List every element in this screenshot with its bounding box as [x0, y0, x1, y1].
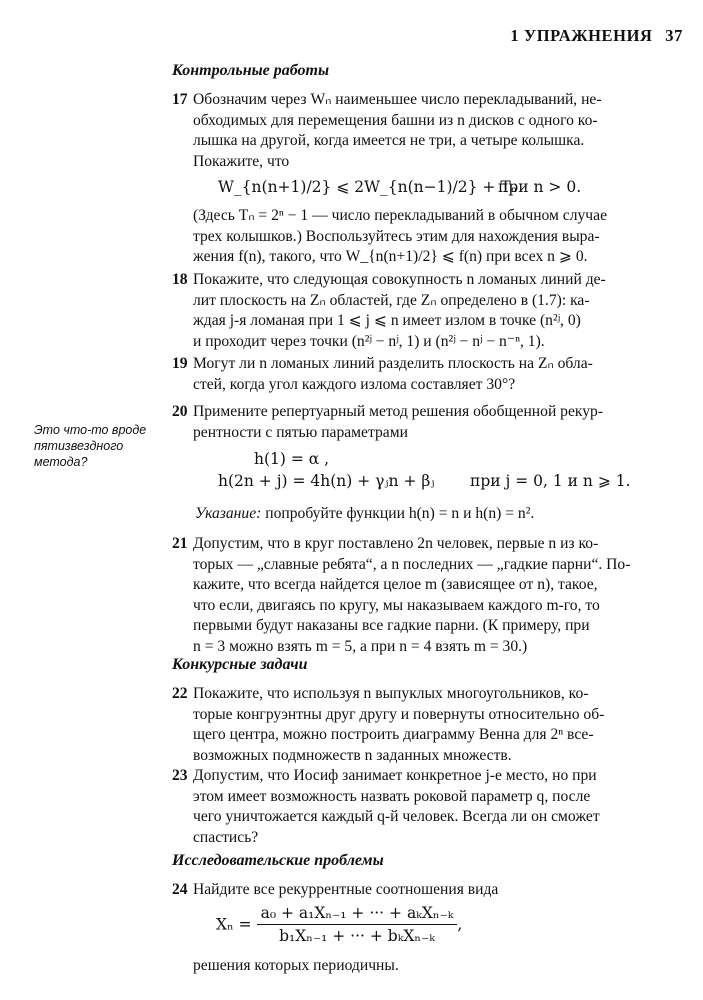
- problem-line: обходимых для перемещения башни из n дисков с одного ко-: [193, 111, 598, 129]
- problem-line: чего уничтожается каждый q-й человек. Всегда ли он сможет: [193, 808, 600, 826]
- problem-17: [172, 90, 678, 172]
- problem-line: и проходит через точки (n²ʲ − nʲ, 1) и (n²ʲ − nʲ − n⁻ⁿ, 1).: [193, 332, 545, 350]
- formula-24: [216, 904, 462, 945]
- problem-number: 17: [172, 91, 188, 108]
- running-header: [200, 26, 683, 46]
- formula-20-initial: h(1) = α ,: [254, 450, 330, 468]
- problem-line: ждая j-я ломаная при 1 ⩽ j ⩽ n имеет излом в точке (n²ʲ, 0): [193, 312, 581, 330]
- margin-note-line: метода?: [34, 455, 88, 469]
- problem-number: 20: [172, 403, 188, 420]
- problem-line: щего центра, можно построить диаграмму Венна для 2ⁿ все-: [193, 726, 594, 744]
- problem-24-continued: [193, 956, 673, 977]
- problem-20: [172, 402, 678, 443]
- problem-line: Покажите, что используя n выпуклых многоугольников, ко-: [193, 685, 589, 702]
- margin-note-line: пятизвездного: [34, 439, 124, 453]
- problem-line: жения f(n), такого, что W_{n(n+1)/2} ⩽ f(n) при всех n ⩾ 0.: [193, 248, 588, 266]
- formula-24-denominator: b₁Xₙ₋₁ + ··· + bₖXₙ₋ₖ: [279, 927, 435, 945]
- problem-line: кажите, что всегда найдется целое m (зависящее от n), такое,: [193, 576, 598, 594]
- problem-21: [172, 534, 678, 658]
- formula-24-numerator: a₀ + a₁Xₙ₋₁ + ··· + aₖXₙ₋ₖ: [257, 904, 458, 925]
- chapter-title: УПРАЖНЕНИЯ: [523, 26, 653, 45]
- problem-line: что если, двигаясь по кругу, мы наказываем каждого m-го, то: [193, 596, 600, 614]
- problem-18: [172, 270, 678, 352]
- formula-20-recurrence: h(2n + j) = 4h(n) + γⱼn + βⱼ: [218, 472, 435, 490]
- chapter-number: 1: [510, 26, 520, 45]
- problem-line: рентности с пятью параметрами: [193, 423, 408, 441]
- problem-number: 23: [172, 767, 188, 784]
- margin-note-line: Это что-то вроде: [34, 423, 147, 437]
- problem-20-hint: [195, 504, 675, 525]
- problem-number: 18: [172, 271, 188, 288]
- problem-22: [172, 684, 678, 766]
- problem-number: 24: [172, 881, 188, 898]
- problem-line: n = 3 можно взять m = 5, а при n = 4 взять m = 30.): [193, 637, 528, 655]
- problem-line: Найдите все рекуррентные соотношения вида: [193, 881, 499, 898]
- problem-number: 22: [172, 685, 188, 702]
- problem-line: стей, когда угол каждого излома составляет 30°?: [193, 375, 516, 393]
- problem-line: Могут ли n ломаных линий разделить плоскость на Zₙ обла-: [193, 355, 593, 372]
- problem-line: Допустим, что в круг поставлено 2n человек, первые n из ко-: [193, 535, 599, 552]
- problem-line: торые конгруэнтны друг другу и повернуты относительно об-: [193, 705, 605, 723]
- problem-line: возможных подмножеств n заданных множеств.: [193, 746, 512, 764]
- problem-line: спастись?: [193, 828, 259, 846]
- formula-20-condition: при j = 0, 1 и n ⩾ 1.: [470, 472, 631, 490]
- problem-line: лышка на другой, когда имеется не три, а четыре колышка.: [193, 132, 585, 150]
- formula-17-condition: при n > 0.: [498, 178, 582, 196]
- problem-24: [172, 880, 678, 901]
- problem-19: [172, 354, 678, 395]
- problem-line: решения которых периодичны.: [193, 957, 399, 974]
- section-heading-contest: Конкурсные задачи: [172, 656, 308, 673]
- hint-label: Указание:: [195, 505, 262, 522]
- hint-text: попробуйте функции h(n) = n и h(n) = n².: [265, 505, 535, 522]
- problem-line: Примените репертуарный метод решения обобщенной рекур-: [193, 403, 604, 420]
- problem-line: лит плоскость на Zₙ областей, где Zₙ определено в (1.7): ка-: [193, 291, 590, 309]
- problem-line: трех колышков.) Воспользуйтесь этим для нахождения выра-: [193, 227, 600, 245]
- problem-line: Покажите, что следующая совокупность n ломаных линий де-: [193, 271, 606, 288]
- problem-line: (Здесь Tₙ = 2ⁿ − 1 — число перекладываний в обычном случае: [193, 207, 607, 224]
- problem-number: 19: [172, 355, 188, 372]
- problem-line: первыми будут наказаны все гадкие парни. (К примеру, при: [193, 617, 590, 635]
- problem-line: Покажите, что: [193, 152, 290, 170]
- formula-24-comma: ,: [457, 915, 463, 934]
- problem-line: Обозначим через Wₙ наименьшее число перекладываний, не-: [193, 91, 602, 108]
- problem-number: 21: [172, 535, 188, 552]
- problem-23: [172, 766, 678, 848]
- section-heading-control: Контрольные работы: [172, 62, 330, 79]
- problem-line: торых — „славные ребята“, а n последних — „гадкие парни“. По-: [193, 555, 631, 573]
- margin-note: [34, 422, 164, 470]
- formula-24-lhs: Xₙ =: [216, 915, 252, 934]
- page-number: 37: [665, 26, 683, 45]
- problem-17-continued: [172, 206, 678, 268]
- formula-24-fraction: [257, 904, 458, 945]
- problem-line: Допустим, что Иосиф занимает конкретное j-е место, но при: [193, 767, 597, 784]
- problem-line: этом имеет возможность назвать роковой параметр q, после: [193, 787, 591, 805]
- section-heading-research: Исследовательские проблемы: [172, 852, 384, 869]
- formula-17: W_{n(n+1)/2} ⩽ 2W_{n(n−1)/2} + Tₙ: [218, 178, 518, 196]
